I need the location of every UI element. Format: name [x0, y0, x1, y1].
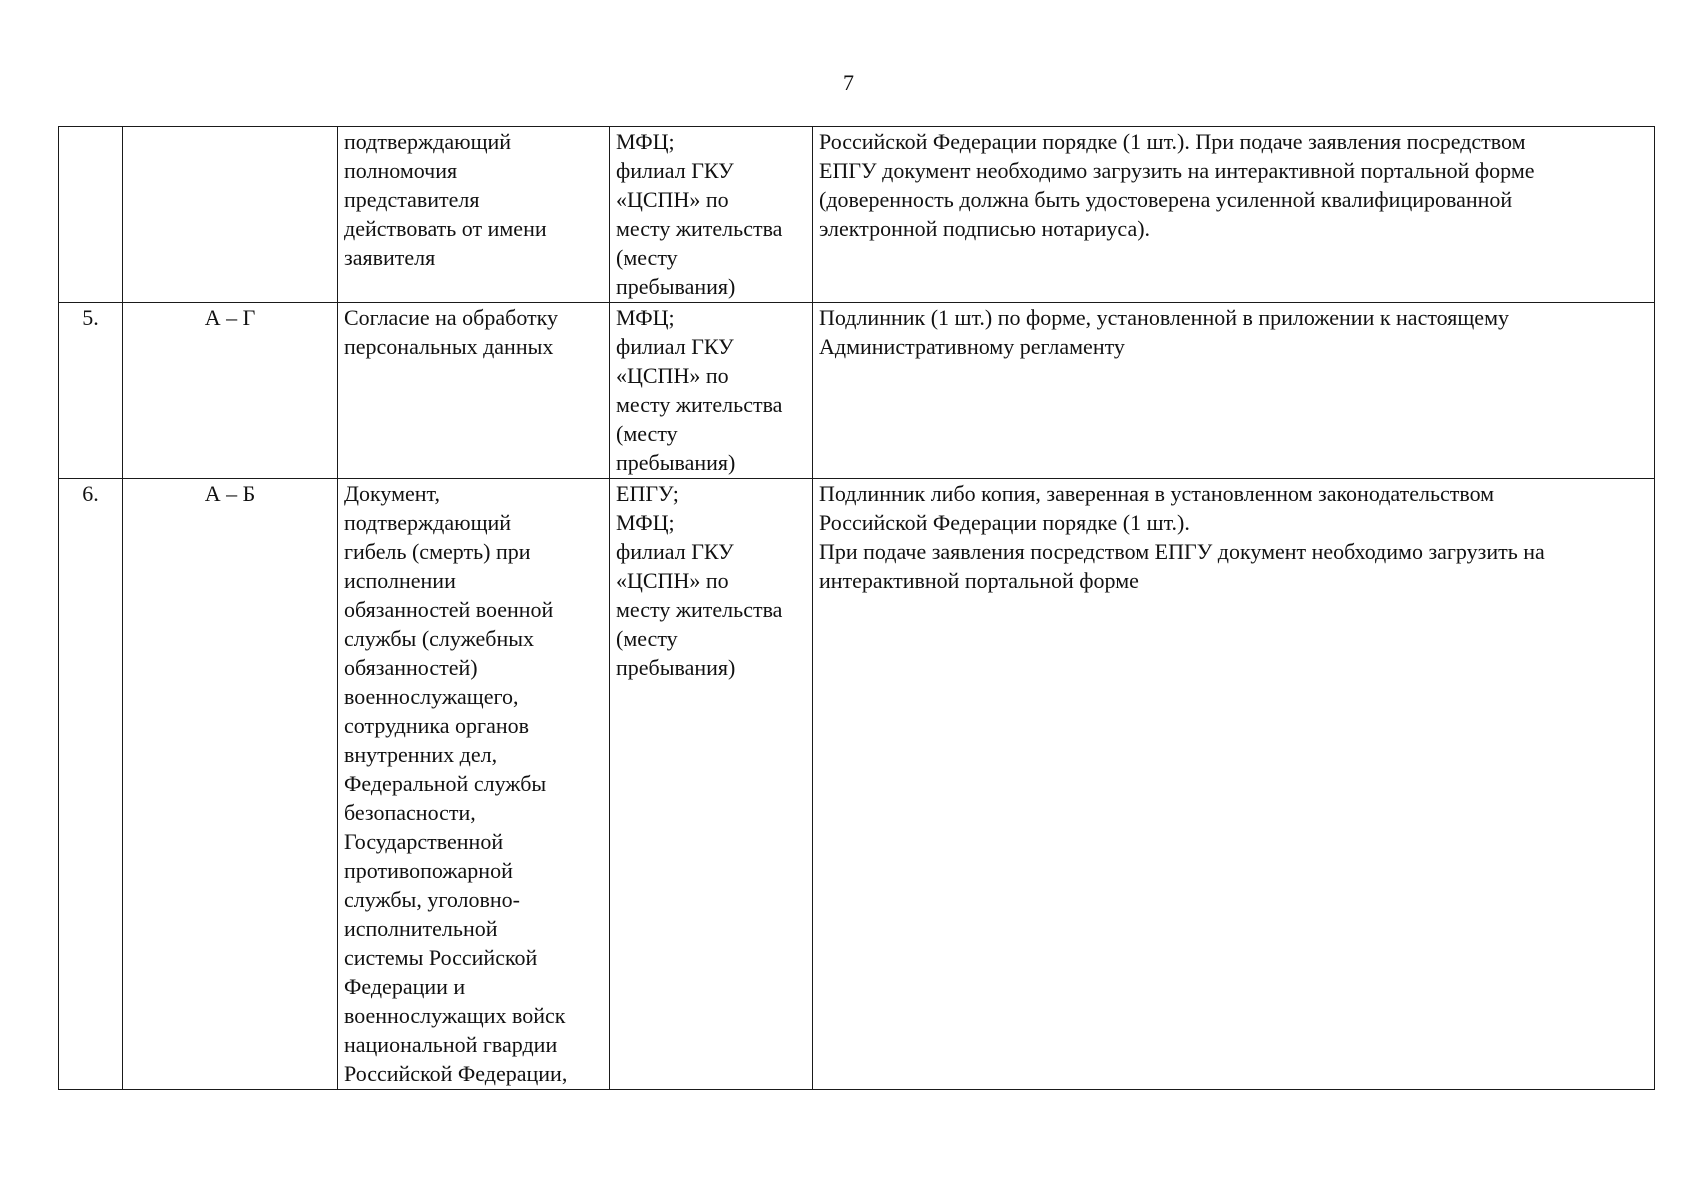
applicant-category-cell: А – Г — [123, 303, 338, 479]
submission-channels-cell: ЕПГУ; МФЦ; филиал ГКУ «ЦСПН» по месту жительства (месту пребывания) — [610, 479, 813, 1090]
document-name-cell: подтверждающий полномочия представителя действовать от имени заявителя — [338, 127, 610, 303]
requirements-cell: Российской Федерации порядке (1 шт.). При подаче заявления посредством ЕПГУ документ необходимо загрузить на интерактивной портальной форме (доверенность должна быть удостоверена усиленной квалифицированной электронной подписью нотариуса). — [813, 127, 1655, 303]
row-number-cell — [59, 127, 123, 303]
documents-table — [58, 126, 1655, 1090]
table-row — [59, 303, 1655, 479]
applicant-category-cell — [123, 127, 338, 303]
table-row — [59, 127, 1655, 303]
submission-channels-cell: МФЦ; филиал ГКУ «ЦСПН» по месту жительства (месту пребывания) — [610, 127, 813, 303]
row-number-cell: 5. — [59, 303, 123, 479]
page-number: 7 — [843, 70, 854, 95]
submission-channels-cell: МФЦ; филиал ГКУ «ЦСПН» по месту жительства (месту пребывания) — [610, 303, 813, 479]
document-name-cell: Согласие на обработку персональных данных — [338, 303, 610, 479]
applicant-category-cell: А – Б — [123, 479, 338, 1090]
requirements-cell: Подлинник (1 шт.) по форме, установленной в приложении к настоящему Административному регламенту — [813, 303, 1655, 479]
document-name-cell: Документ, подтверждающий гибель (смерть) при исполнении обязанностей военной службы (служебных обязанностей) военнослужащего, сотрудника органов внутренних дел, Федеральной службы безопасности, Государственной противопожарной службы, уголовно- исполнительной системы Российской Федерации и военнослужащих войск национальной гвардии Российской Федерации, — [338, 479, 610, 1090]
requirements-cell: Подлинник либо копия, заверенная в установленном законодательством Российской Федерации порядке (1 шт.). При подаче заявления посредством ЕПГУ документ необходимо загрузить на интерактивной портальной форме — [813, 479, 1655, 1090]
row-number-cell: 6. — [59, 479, 123, 1090]
table-row — [59, 479, 1655, 1090]
